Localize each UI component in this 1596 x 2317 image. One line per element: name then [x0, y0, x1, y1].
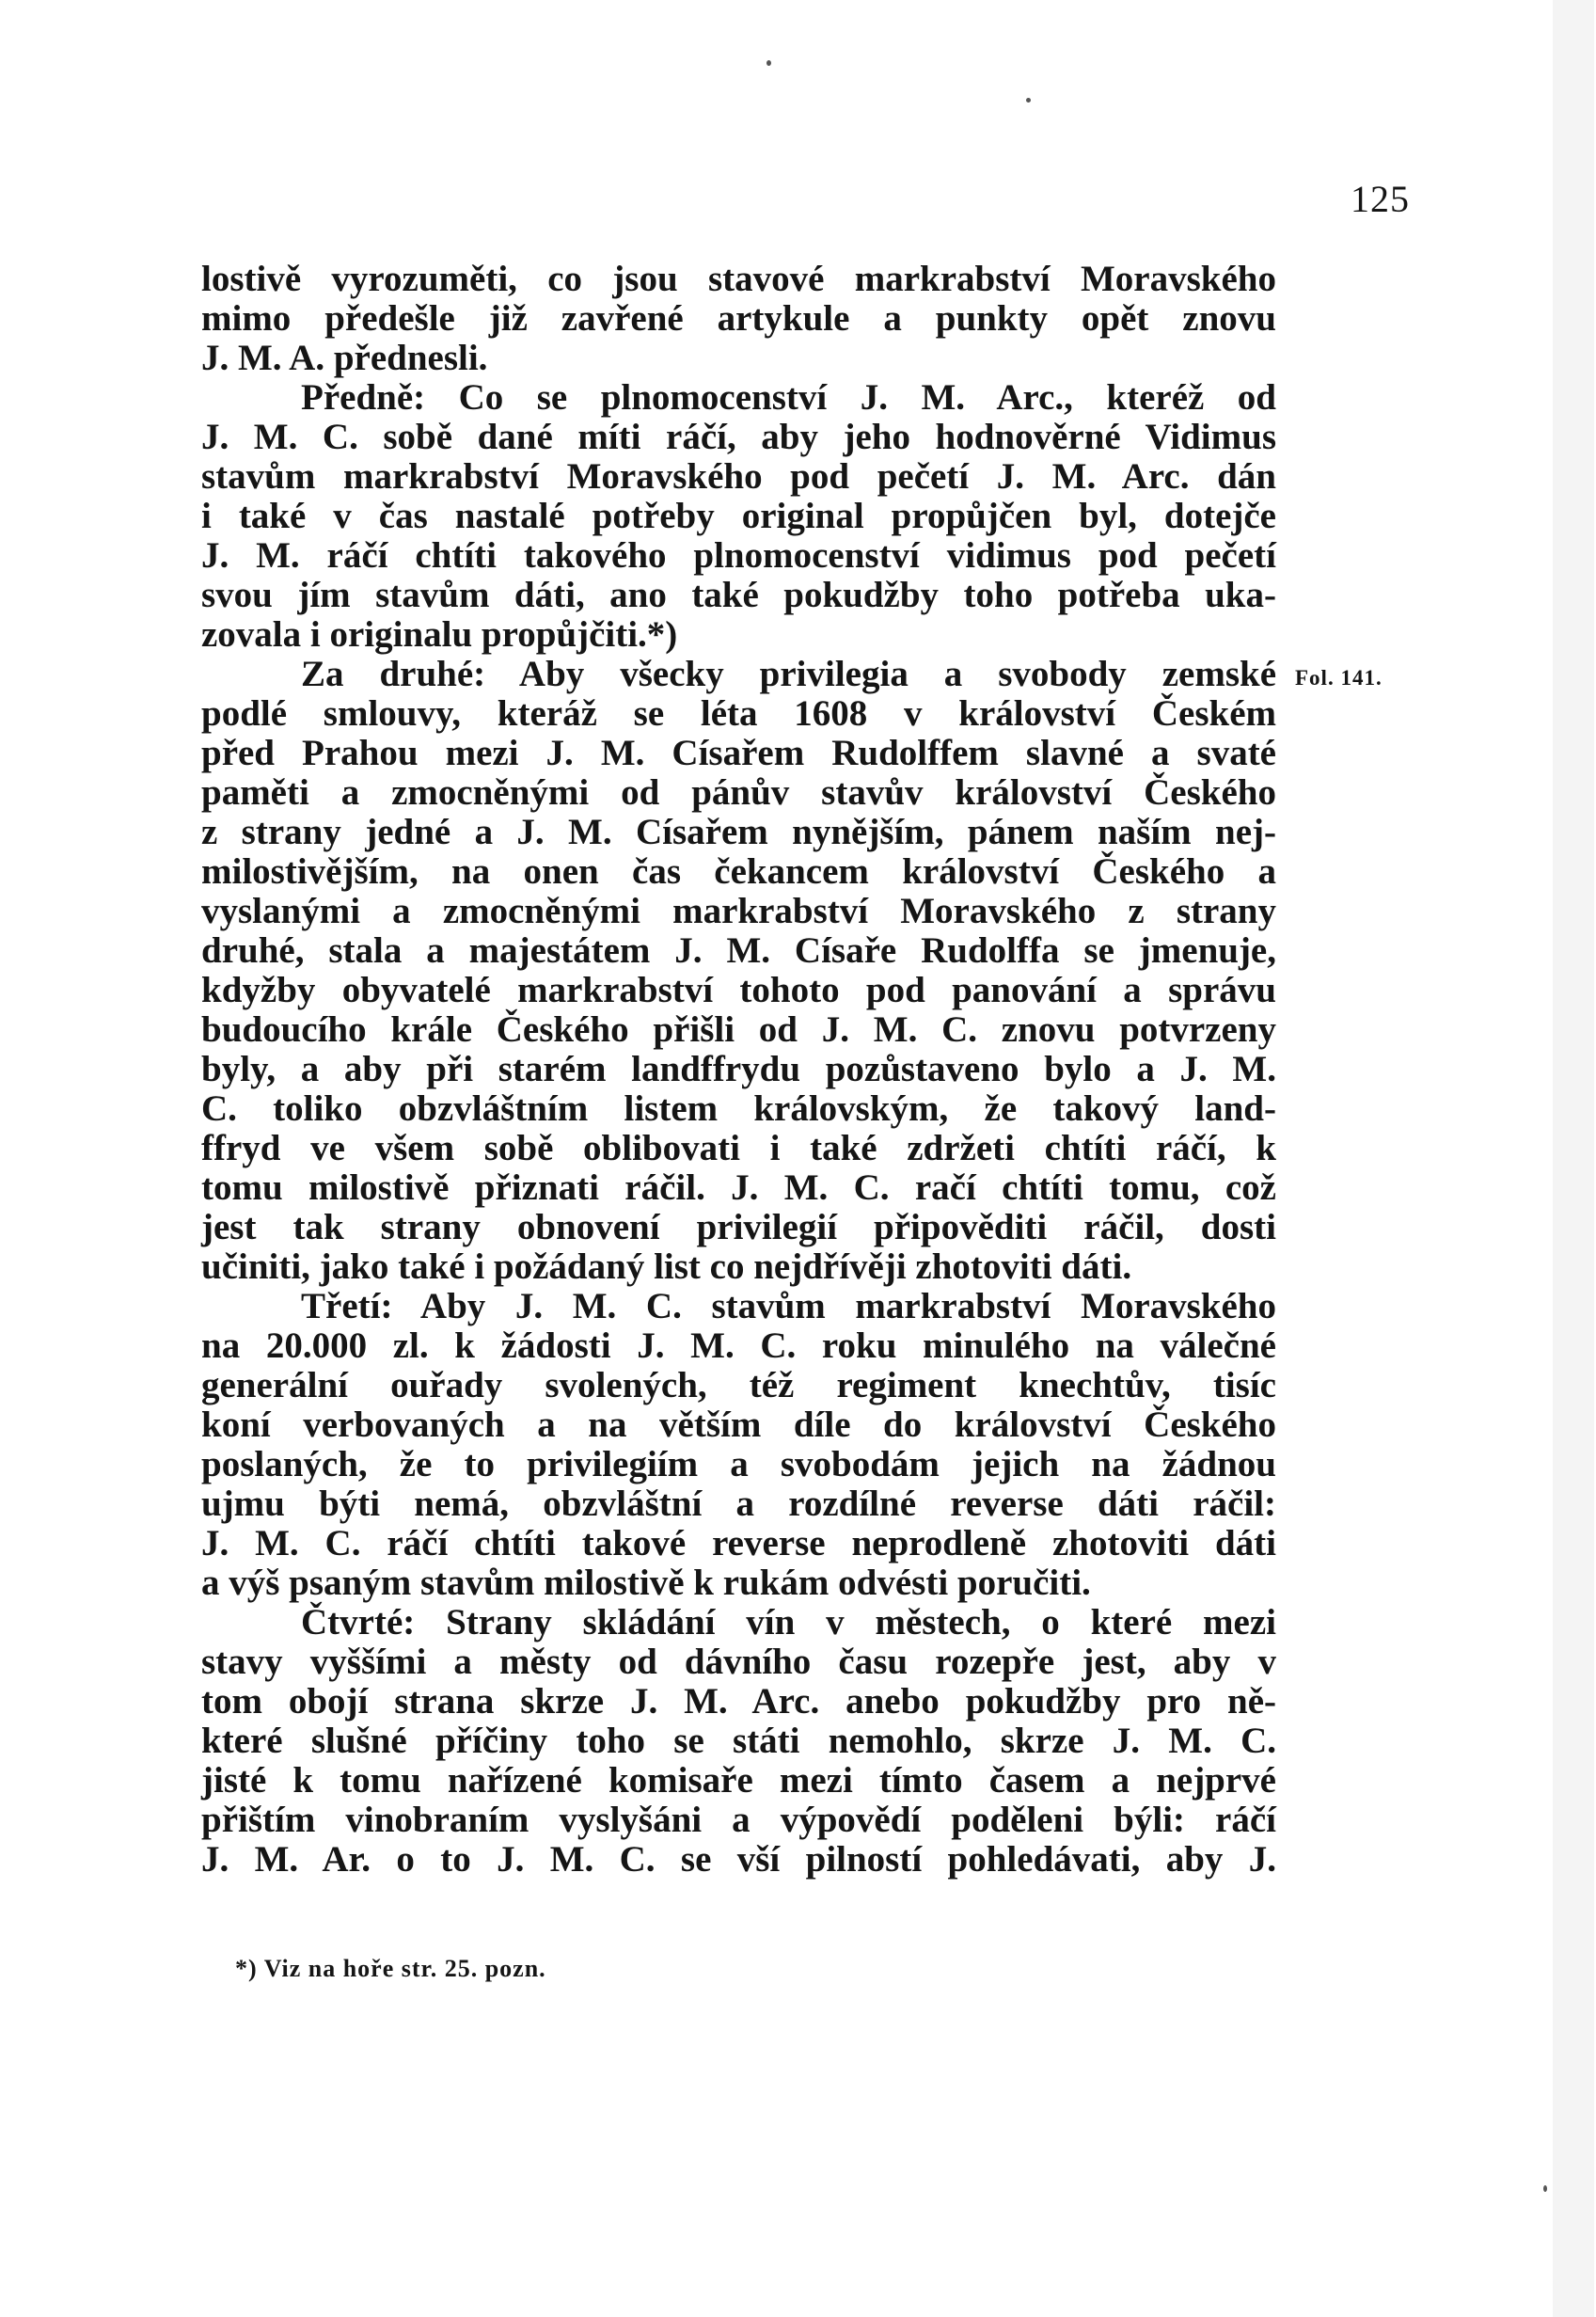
text-line: C. toliko obzvláštním listem královským, že takový land- [201, 1088, 1276, 1129]
text-line: které slušné příčiny toho se státi nemohlo, skrze J. M. C. [201, 1721, 1276, 1761]
text-line: učiniti, jako také i požádaný list co nejdřívěji zhotoviti dáti. [201, 1246, 1132, 1287]
text-line: J. M. C. ráčí chtíti takové reverse neprodleně zhotoviti dáti [201, 1523, 1276, 1563]
paper-speck [1026, 98, 1031, 103]
text-line: i také v čas nastalé potřeby original propůjčen byl, dotejče [201, 496, 1276, 536]
paragraph-start-line: Za druhé: Aby všecky privilegia a svobody zemské [301, 654, 1276, 694]
text-line: poslaných, že to privilegiím a svobodám jejich na žádnou [201, 1444, 1276, 1484]
text-line: a výš psaným stavům milostivě k rukám odvésti poručiti. [201, 1563, 1091, 1603]
text-line: jest tak strany obnovení privilegií připověditi ráčil, dosti [201, 1207, 1276, 1247]
paper-speck [1543, 2185, 1547, 2192]
text-line: přištím vinobraním vyslyšáni a výpovědí poděleni býli: ráčí [201, 1800, 1276, 1840]
text-line: stavy vyššími a městy od dávního času rozepře jest, aby v [201, 1642, 1276, 1682]
body-text [201, 260, 1276, 1880]
text-line: J. M. A. přednesli. [201, 338, 488, 378]
text-line: podlé smlouvy, kteráž se léta 1608 v království Českém [201, 693, 1276, 734]
text-line: před Prahou mezi J. M. Císařem Rudolffem slavné a svaté [201, 733, 1276, 773]
paper-speck [766, 60, 771, 66]
paragraph-start-line: Čtvrté: Strany skládání vín v městech, o které mezi [301, 1602, 1276, 1643]
text-line: lostivě vyrozuměti, co jsou stavové markrabství Moravského [201, 259, 1276, 299]
text-line: z strany jedné a J. M. Císařem nynějším, pánem naším nej- [201, 812, 1276, 852]
page-number: 125 [1351, 178, 1410, 220]
paragraph-start-line: Třetí: Aby J. M. C. stavům markrabství Moravského [301, 1286, 1276, 1326]
text-line: mimo předešle již zavřené artykule a punkty opět znovu [201, 298, 1276, 339]
text-line: paměti a zmocněnými od pánův stavův království Českého [201, 772, 1276, 813]
text-line: ujmu býti nemá, obzvláštní a rozdílné reverse dáti ráčil: [201, 1484, 1276, 1524]
text-line: tom obojí strana skrze J. M. Arc. anebo pokudžby pro ně- [201, 1681, 1276, 1722]
text-line: J. M. ráčí chtíti takového plnomocenství vidimus pod pečetí [201, 535, 1276, 576]
text-line: svou jím stavům dáti, ano také pokudžby toho potřeba uka- [201, 575, 1276, 615]
text-line: koní verbovaných a na větším díle do království Českého [201, 1404, 1276, 1445]
paragraph-start-line: Předně: Co se plnomocenství J. M. Arc., kteréž od [301, 377, 1276, 418]
text-line: ffryd ve všem sobě oblibovati i také zdržeti chtíti ráčí, k [201, 1128, 1276, 1168]
text-line: milostivějším, na onen čas čekancem království Českého a [201, 851, 1276, 892]
text-line: tomu milostivě přiznati ráčil. J. M. C. račí chtíti tomu, což [201, 1167, 1276, 1208]
footnote: *) Viz na hoře str. 25. pozn. [235, 1955, 546, 1982]
text-line: vyslanými a zmocněnými markrabství Moravského z strany [201, 891, 1276, 931]
text-line: druhé, stala a majestátem J. M. Císaře Rudolffa se jmenuje, [201, 930, 1276, 971]
text-line: budoucího krále Českého přišli od J. M. C. znovu potvrzeny [201, 1009, 1276, 1050]
text-line: stavům markrabství Moravského pod pečetí J. M. Arc. dán [201, 456, 1276, 497]
text-line: jisté k tomu nařízené komisaře mezi tímto časem a nejprvé [201, 1760, 1276, 1801]
margin-note: Fol. 141. [1295, 666, 1383, 690]
text-line: generální ouřady svolených, též regiment knechtův, tisíc [201, 1365, 1276, 1405]
text-line: na 20.000 zl. k žádosti J. M. C. roku minulého na válečné [201, 1325, 1276, 1366]
text-line: kdyžby obyvatelé markrabství tohoto pod panování a správu [201, 970, 1276, 1010]
text-line: byly, a aby při starém landffrydu pozůstaveno bylo a J. M. [201, 1049, 1276, 1089]
text-line: zovala i originalu propůjčiti.*) [201, 614, 678, 655]
text-line: J. M. Ar. o to J. M. C. se vší pilností pohledávati, aby J. [201, 1839, 1276, 1880]
text-line: J. M. C. sobě dané míti ráčí, aby jeho hodnověrné Vidimus [201, 417, 1276, 457]
